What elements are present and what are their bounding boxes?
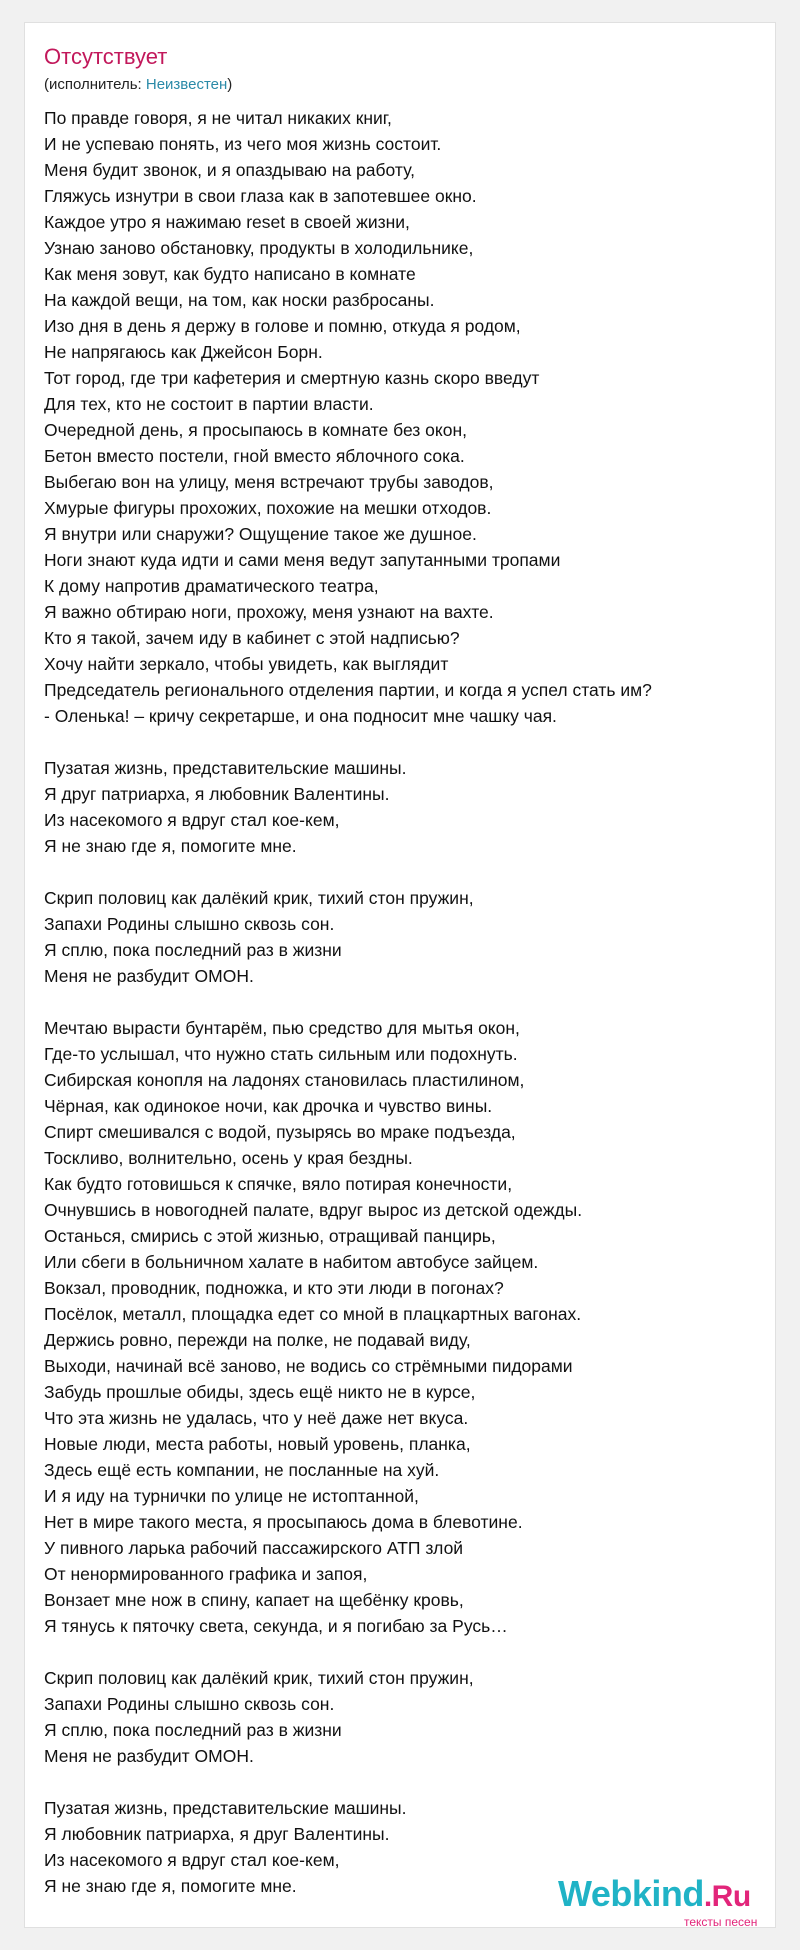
- lyrics-line: Я важно обтираю ноги, прохожу, меня узнают на вахте.: [44, 602, 494, 622]
- lyrics-line: Я друг патриарха, я любовник Валентины.: [44, 784, 390, 804]
- webkind-logo[interactable]: [558, 1873, 751, 1915]
- lyrics-line: Посёлок, металл, площадка едет со мной в плацкартных вагонах.: [44, 1304, 582, 1324]
- lyrics-line: По правде говоря, я не читал никаких книг,: [44, 108, 392, 128]
- lyrics-line: Забудь прошлые обиды, здесь ещё никто не в курсе,: [44, 1382, 476, 1402]
- lyrics-line: Скрип половиц как далёкий крик, тихий стон пружин,: [44, 888, 474, 908]
- lyrics-body: [44, 105, 652, 1899]
- lyrics-line: Хочу найти зеркало, чтобы увидеть, как выглядит: [44, 654, 449, 674]
- lyrics-line: Очередной день, я просыпаюсь в комнате без окон,: [44, 420, 468, 440]
- lyrics-line: Ноги знают куда идти и сами меня ведут запутанными тропами: [44, 550, 561, 570]
- lyrics-line: Нет в мире такого места, я просыпаюсь дома в блевотине.: [44, 1512, 523, 1532]
- logo-tld: .Ru: [703, 1880, 751, 1913]
- lyrics-line: Сибирская конопля на ладонях становилась пластилином,: [44, 1070, 525, 1090]
- lyrics-line: - Оленька! – кричу секретарше, и она подносит мне чашку чая.: [44, 706, 557, 726]
- lyrics-line: Хмурые фигуры прохожих, похожие на мешки отходов.: [44, 498, 492, 518]
- lyrics-line: Очнувшись в новогодней палате, вдруг вырос из детской одежды.: [44, 1200, 583, 1220]
- lyrics-stanza: [44, 755, 652, 859]
- lyrics-stanza: [44, 885, 652, 989]
- lyrics-line: И я иду на турнички по улице не истоптанной,: [44, 1486, 419, 1506]
- lyrics-line: Как будто готовишься к спячке, вяло потирая конечности,: [44, 1174, 513, 1194]
- lyrics-line: Вокзал, проводник, подножка, и кто эти люди в погонах?: [44, 1278, 504, 1298]
- lyrics-line: Гляжусь изнутри в свои глаза как в запотевшее окно.: [44, 186, 477, 206]
- lyrics-line: Запахи Родины слышно сквозь сон.: [44, 914, 335, 934]
- lyrics-line: Я тянусь к пяточку света, секунда, и я погибаю за Русь…: [44, 1616, 508, 1636]
- lyrics-line: Я не знаю где я, помогите мне.: [44, 836, 297, 856]
- lyrics-line: Пузатая жизнь, представительские машины.: [44, 1798, 407, 1818]
- lyrics-line: Здесь ещё есть компании, не посланные на хуй.: [44, 1460, 440, 1480]
- lyrics-line: Каждое утро я нажимаю reset в своей жизни,: [44, 212, 410, 232]
- lyrics-line: Узнаю заново обстановку, продукты в холодильнике,: [44, 238, 474, 258]
- lyrics-line: Я сплю, пока последний раз в жизни: [44, 940, 342, 960]
- lyrics-line: Я внутри или снаружи? Ощущение такое же душное.: [44, 524, 477, 544]
- lyrics-line: Запахи Родины слышно сквозь сон.: [44, 1694, 335, 1714]
- lyrics-line: На каждой вещи, на том, как носки разбросаны.: [44, 290, 435, 310]
- artist-suffix: ): [227, 76, 233, 93]
- lyrics-line: Изо дня в день я держу в голове и помню, откуда я родом,: [44, 316, 521, 336]
- lyrics-line: Или сбеги в больничном халате в набитом автобусе зайцем.: [44, 1252, 539, 1272]
- lyrics-line: Меня будит звонок, и я опаздываю на работу,: [44, 160, 415, 180]
- lyrics-line: Я не знаю где я, помогите мне.: [44, 1876, 297, 1896]
- lyrics-line: Мечтаю вырасти бунтарём, пью средство для мытья окон,: [44, 1018, 520, 1038]
- lyrics-line: И не успеваю понять, из чего моя жизнь состоит.: [44, 134, 442, 154]
- lyrics-line: Скрип половиц как далёкий крик, тихий стон пружин,: [44, 1668, 474, 1688]
- lyrics-line: Бетон вместо постели, гной вместо яблочного сока.: [44, 446, 465, 466]
- lyrics-line: У пивного ларька рабочий пассажирского АТП злой: [44, 1538, 464, 1558]
- lyrics-line: Вонзает мне нож в спину, капает на щебёнку кровь,: [44, 1590, 464, 1610]
- lyrics-line: Как меня зовут, как будто написано в комнате: [44, 264, 416, 284]
- lyrics-line: Кто я такой, зачем иду в кабинет с этой надписью?: [44, 628, 460, 648]
- lyrics-line: Пузатая жизнь, представительские машины.: [44, 758, 407, 778]
- lyrics-line: Не напрягаюсь как Джейсон Борн.: [44, 342, 323, 362]
- lyrics-line: Что эта жизнь не удалась, что у неё даже нет вкуса.: [44, 1408, 469, 1428]
- artist-link[interactable]: Неизвестен: [145, 76, 228, 93]
- lyrics-line: Спирт смешивался с водой, пузырясь во мраке подъезда,: [44, 1122, 516, 1142]
- lyrics-stanza: [44, 105, 652, 729]
- lyrics-line: Председатель регионального отделения партии, и когда я успел стать им?: [44, 680, 652, 700]
- lyrics-page: [24, 22, 776, 1928]
- lyrics-line: Тоскливо, волнительно, осень у края бездны.: [44, 1148, 413, 1168]
- artist-line: [44, 75, 232, 95]
- lyrics-line: Меня не разбудит ОМОН.: [44, 1746, 254, 1766]
- lyrics-line: К дому напротив драматического театра,: [44, 576, 379, 596]
- lyrics-stanza: [44, 1665, 652, 1769]
- lyrics-line: Из насекомого я вдруг стал кое-кем,: [44, 1850, 340, 1870]
- lyrics-line: Выбегаю вон на улицу, меня встречают трубы заводов,: [44, 472, 494, 492]
- lyrics-line: Для тех, кто не состоит в партии власти.: [44, 394, 374, 414]
- lyrics-line: Новые люди, места работы, новый уровень, планка,: [44, 1434, 471, 1454]
- lyrics-line: Чёрная, как одинокое ночи, как дрочка и чувство вины.: [44, 1096, 493, 1116]
- song-title: Отсутствует: [44, 44, 168, 69]
- lyrics-line: Останься, смирись с этой жизнью, отращивай панцирь,: [44, 1226, 496, 1246]
- lyrics-line: Я сплю, пока последний раз в жизни: [44, 1720, 342, 1740]
- lyrics-stanza: [44, 1015, 652, 1639]
- lyrics-line: Держись ровно, пережди на полке, не подавай виду,: [44, 1330, 471, 1350]
- artist-prefix: (исполнитель:: [44, 76, 146, 93]
- lyrics-line: Меня не разбудит ОМОН.: [44, 966, 254, 986]
- lyrics-line: Выходи, начинай всё заново, не водись со стрёмными пидорами: [44, 1356, 573, 1376]
- lyrics-line: Тот город, где три кафетерия и смертную казнь скоро введут: [44, 368, 540, 388]
- logo-main: Webkind: [558, 1873, 704, 1914]
- lyrics-line: Где-то услышал, что нужно стать сильным или подохнуть.: [44, 1044, 518, 1064]
- logo-tagline: тексты песен: [684, 1915, 758, 1929]
- lyrics-line: Из насекомого я вдруг стал кое-кем,: [44, 810, 340, 830]
- lyrics-line: От ненормированного графика и запоя,: [44, 1564, 368, 1584]
- lyrics-line: Я любовник патриарха, я друг Валентины.: [44, 1824, 390, 1844]
